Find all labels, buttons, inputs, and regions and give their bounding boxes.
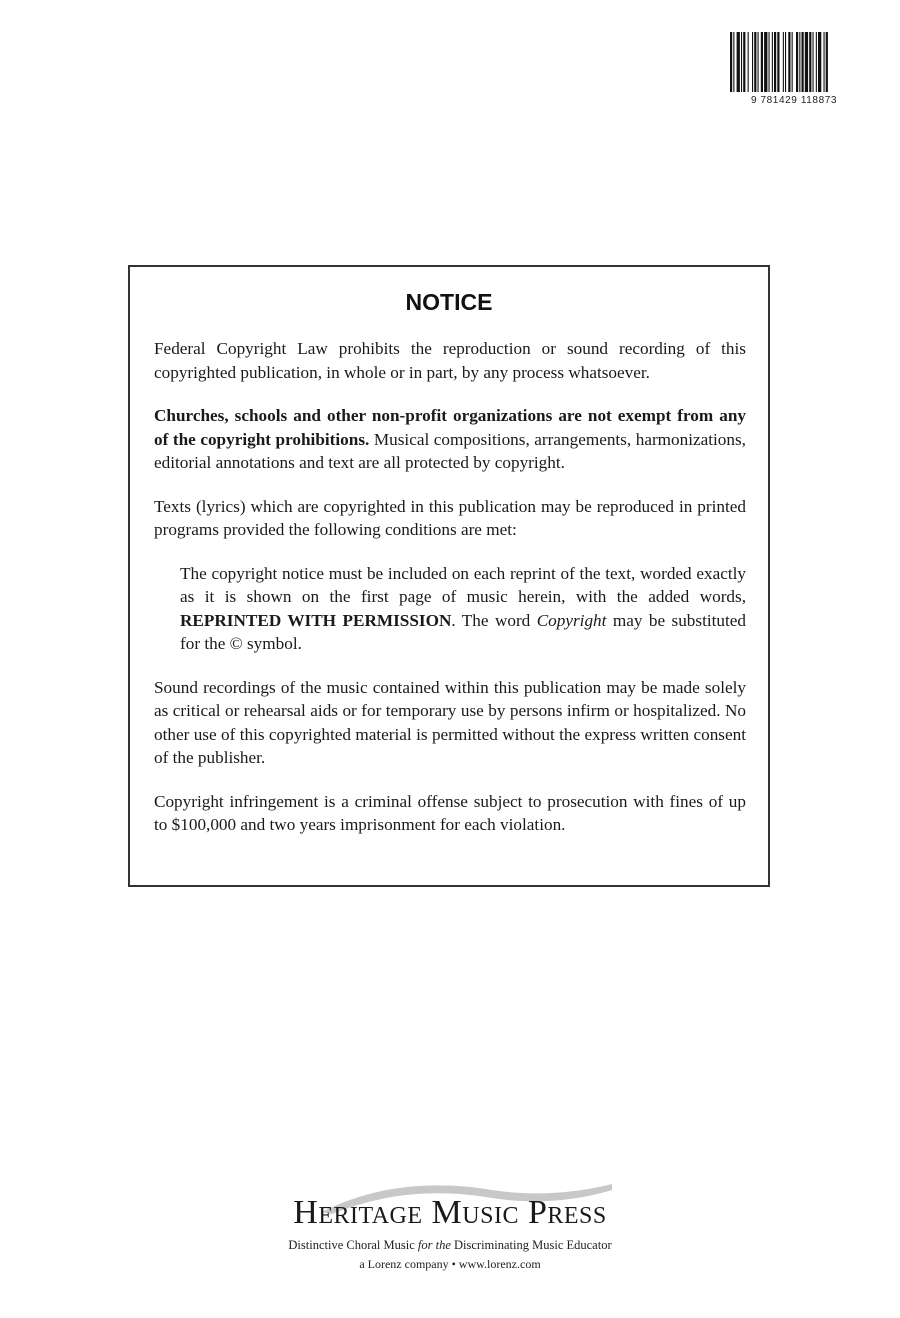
notice-paragraph-recordings: Sound recordings of the music contained within this publication may be made solely as critical or rehearsal aids or for temporary use by persons infirm or hospitalized. No other use of this copyrighted material is permitted without the express written consent of the publisher. [154,677,746,767]
notice-paragraph-lyrics: Texts (lyrics) which are copyrighted in this publication may be reproduced in printed programs provided the following conditions are met: [154,496,746,539]
notice-body [154,337,746,857]
tagline-italic: for the [417,1238,451,1252]
notice-paragraph-conditions [180,562,746,656]
notice-paragraph-infringement: Copyright infringement is a criminal offense subject to prosecution with fines of up to $100,000 and two years imprisonment for each violation. [154,791,746,834]
exemption-bold-text: Churches, schools and other non-profit organizations are not exempt from any of the copyright prohibitions. [154,406,746,449]
notice-paragraph-exemption [154,404,746,475]
conditions-text-b: . The word [451,610,537,630]
conditions-text-a: The copyright notice must be included on each reprint of the text, worded exactly as it is shown on the first page of music herein, with the added words, [180,563,746,606]
publisher-company-line: a Lorenz company • www.lorenz.com [359,1257,541,1271]
publisher-footer [0,1172,900,1272]
tagline-text-b: Discriminating Music Educator [450,1238,612,1252]
copyright-word: Copyright [536,610,607,630]
barcode-digits: 9 781429 118873 [750,95,838,106]
notice-title: NOTICE [405,289,493,315]
isbn-barcode [728,32,860,112]
reprinted-with-permission: REPRINTED WITH PERMISSION [180,610,452,630]
barcode-bars [728,32,860,94]
tagline-text-a: Distinctive Choral Music [288,1238,418,1252]
publisher-tagline [0,1238,900,1253]
copyright-notice-box [128,265,770,887]
exemption-text: Musical compositions, arrangements, harmonizations, editorial annotations and text are all protected by copyright. [154,429,746,472]
publisher-logo-name: Heritage Music Press [293,1194,607,1231]
conditions-text-c: may be substituted for the © symbol. [180,610,747,653]
notice-paragraph-law: Federal Copyright Law prohibits the reproduction or sound recording of this copyrighted publication, in whole or in part, by any process whatsoever. [154,339,746,382]
